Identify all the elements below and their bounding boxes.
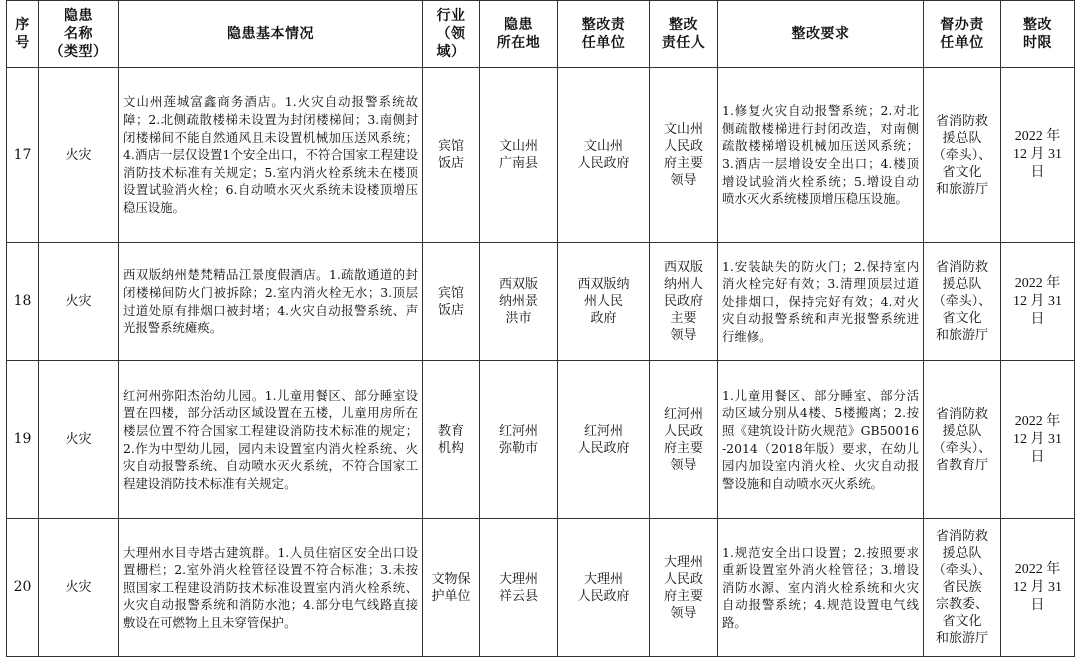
row-deadline: 2022 年 12 月 31 日 xyxy=(1001,243,1075,361)
row-responsible-unit: 红河州 人民政府 xyxy=(558,361,650,519)
row-responsible-person: 文山州 人民政 府主要 领导 xyxy=(650,68,718,243)
row-requirements: 1.儿童用餐区、部分睡室、部分活动区域分别从4楼、5楼搬离；2.按照《建筑设计防火规范》GB50016-2014（2018年版）要求，在幼儿园内加设室内消火栓、火灾自动报警设施和自动喷水灭火系统。 xyxy=(718,361,924,519)
row-industry: 教育 机构 xyxy=(423,361,480,519)
row-requirements: 1.安装缺失的防火门；2.保持室内消火栓完好有效；3.清理顶层过道处排烟口，保持完好有效；4.对火灾自动报警系统和声光报警系统进行维修。 xyxy=(718,243,924,361)
header-index: 序 号 xyxy=(7,1,39,68)
header-responsible-person: 整改 责任人 xyxy=(650,1,718,68)
header-location: 隐患 所在地 xyxy=(480,1,558,68)
table-row xyxy=(7,519,1075,657)
row-supervisor: 省消防救 援总队 （牵头）、 省民族 宗教委、 省文化 和旅游厅 xyxy=(924,519,1001,657)
row-description: 大理州水目寺塔古建筑群。1.人员住宿区安全出口设置栅栏；2.室外消火栓管径设置不符合标准；3.未按照国家工程建设消防技术标准设置室内消火栓系统、火灾自动报警系统和消防水池；4.部分电气线路直接敷设在可燃物上且未穿管保护。 xyxy=(119,519,423,657)
header-industry: 行业 （领域） xyxy=(423,1,480,68)
row-location: 大理州 祥云县 xyxy=(480,519,558,657)
row-index: 17 xyxy=(7,68,39,243)
row-hazard-type: 火灾 xyxy=(39,243,119,361)
row-index: 20 xyxy=(7,519,39,657)
row-supervisor: 省消防救 援总队 （牵头）、 省教育厅 xyxy=(924,361,1001,519)
row-supervisor: 省消防救 援总队 （牵头）、 省文化 和旅游厅 xyxy=(924,243,1001,361)
row-deadline: 2022 年 12 月 31 日 xyxy=(1001,361,1075,519)
row-requirements: 1.规范安全出口设置；2.按照要求重新设置室外消火栓管径；3.增设消防水源、室内消火栓系统和火灾自动报警系统；4.规范设置电气线路。 xyxy=(718,519,924,657)
header-deadline: 整改 时限 xyxy=(1001,1,1075,68)
row-description: 西双版纳州楚梵精品江景度假酒店。1.疏散通道的封闭楼梯间防火门被拆除；2.室内消火栓无水；3.顶层过道处原有排烟口被封堵；4.火灾自动报警系统、声光报警系统瘫痪。 xyxy=(119,243,423,361)
row-description: 红河州弥阳杰治幼儿园。1.儿童用餐区、部分睡室设置在四楼，部分活动区域设置在五楼，儿童用房所在楼层位置不符合国家工程建设消防技术标准的规定；2.作为中型幼儿园，园内未设置室内消火栓系统、火灾自动报警系统、自动喷水灭火系统，不符合国家工程建设消防技术标准有关规定。 xyxy=(119,361,423,519)
row-hazard-type: 火灾 xyxy=(39,519,119,657)
row-index: 19 xyxy=(7,361,39,519)
row-description: 文山州莲城富鑫商务酒店。1.火灾自动报警系统故障；2.北侧疏散楼梯未设置为封闭楼梯间；3.南侧封闭楼梯间不能自然通风且未设置机械加压送风系统；4.酒店一层仅设置1个安全出口，不符合国家工程建设消防技术标准有关规定；5.室内消火栓系统未在楼顶设置试验消火栓；6.自动喷水灭火系统未设楼顶增压稳压设施。 xyxy=(119,68,423,243)
row-location: 红河州 弥勒市 xyxy=(480,361,558,519)
header-responsible-unit: 整改责 任单位 xyxy=(558,1,650,68)
row-location: 文山州 广南县 xyxy=(480,68,558,243)
row-responsible-person: 红河州 人民政 府主要 领导 xyxy=(650,361,718,519)
row-deadline: 2022 年 12 月 31 日 xyxy=(1001,519,1075,657)
row-responsible-person: 大理州 人民政 府主要 领导 xyxy=(650,519,718,657)
row-responsible-unit: 文山州 人民政府 xyxy=(558,68,650,243)
row-responsible-unit: 西双版纳 州人民 政府 xyxy=(558,243,650,361)
table-row xyxy=(7,68,1075,243)
row-responsible-person: 西双版 纳州人 民政府 主要 领导 xyxy=(650,243,718,361)
row-hazard-type: 火灾 xyxy=(39,68,119,243)
row-supervisor: 省消防救 援总队 （牵头）、 省文化 和旅游厅 xyxy=(924,68,1001,243)
row-industry: 文物保 护单位 xyxy=(423,519,480,657)
row-industry: 宾馆 饭店 xyxy=(423,243,480,361)
hazard-rectification-table xyxy=(6,0,1075,657)
header-requirements: 整改要求 xyxy=(718,1,924,68)
header-hazard-name: 隐患 名称 （类型） xyxy=(39,1,119,68)
header-supervisor: 督办责 任单位 xyxy=(924,1,1001,68)
row-deadline: 2022 年 12 月 31 日 xyxy=(1001,68,1075,243)
row-hazard-type: 火灾 xyxy=(39,361,119,519)
row-index: 18 xyxy=(7,243,39,361)
table-header-row xyxy=(7,1,1075,68)
row-location: 西双版 纳州景 洪市 xyxy=(480,243,558,361)
row-industry: 宾馆 饭店 xyxy=(423,68,480,243)
row-responsible-unit: 大理州 人民政府 xyxy=(558,519,650,657)
table-row xyxy=(7,361,1075,519)
table-row xyxy=(7,243,1075,361)
row-requirements: 1.修复火灾自动报警系统；2.对北侧疏散楼梯进行封闭改造，对南侧疏散楼梯增设机械加压送风系统；3.酒店一层增设安全出口；4.楼顶增设试验消火栓系统；5.增设自动喷水灭火系统楼顶增压稳压设施。 xyxy=(718,68,924,243)
header-description: 隐患基本情况 xyxy=(119,1,423,68)
